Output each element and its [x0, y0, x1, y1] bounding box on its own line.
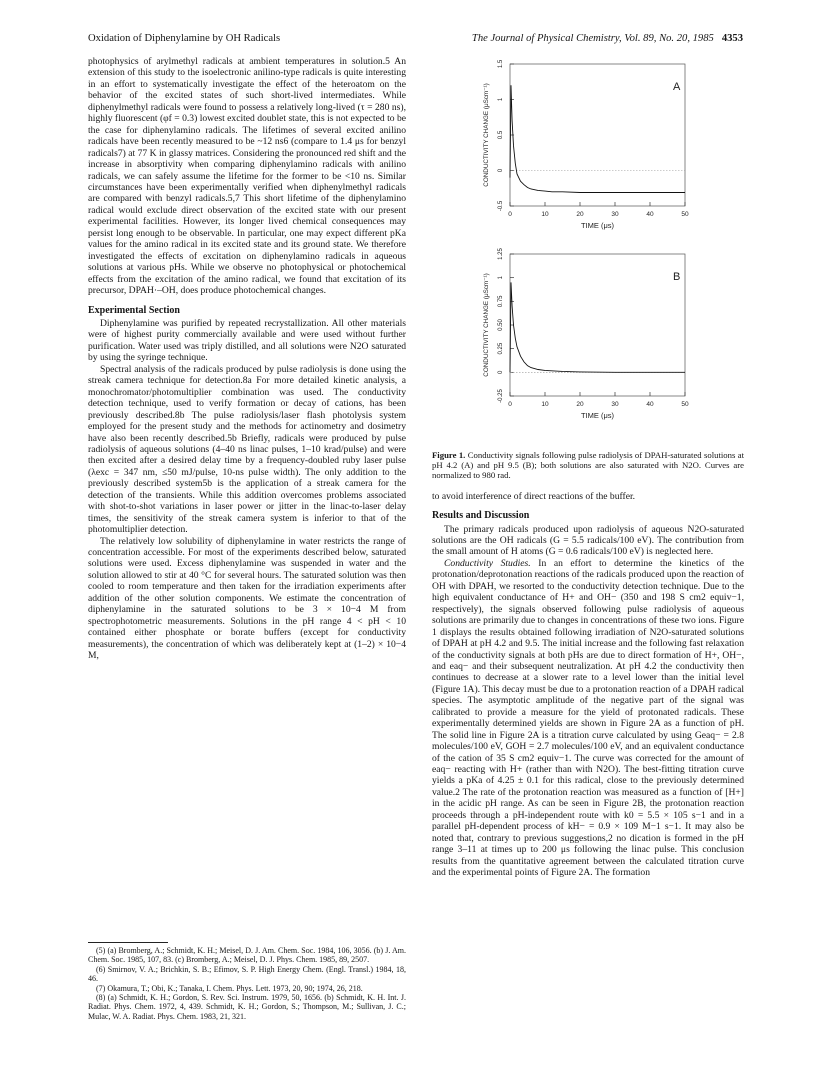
figure-caption — [432, 450, 744, 481]
experimental-heading: Experimental Section — [88, 304, 180, 316]
footnote-6: (6) Smirnov, V. A.; Brichkin, S. B.; Efimov, S. P. High Energy Chem. (Engl. Transl.) 1984, 18, 46. — [88, 964, 406, 984]
results-heading: Results and Discussion — [432, 510, 530, 522]
panel-a-y-tick-label: 1 — [498, 97, 504, 102]
panel-a-x-tick-label: 40 — [646, 211, 654, 218]
journal-citation — [472, 33, 743, 44]
panel-b-signal-line — [510, 282, 685, 372]
experimental-paragraph-3: The relatively low solubility of diphenylamine in water restricts the range of concentration accessible. For most of the experiments described below, saturated solutions were used. Excess diphenylamine was suspended in water and the solution allowed to stir at 40 °C for several hours. The saturated solution was then cooled to room temperature and then taken for the irradiation experiments after addition of the other solution components. We estimate the concentration of diphenylamine in the saturated solutions to be 3 × 10−4 M from spectrophotometric measurements. Solutions in the pH range 4 < pH < 10 contained either phosphate or borate buffers (except for conductivity measurements), the concentration of which was deliberately kept at (1–2) × 10−4 M, — [88, 535, 406, 662]
panel-b-y-tick-label: -0.25 — [498, 389, 504, 403]
panel-a-y-tick-label: -0.5 — [498, 200, 504, 212]
footnote-8: (8) (a) Schmidt, K. H.; Gordon, S. Rev. Sci. Instrum. 1979, 50, 1656. (b) Schmidt, K. H. Int. J. Radiat. Phys. Chem. 1972, 4, 439. Schmidt, K. H.; Gordon, S.; Thompson, M.; Sullivan, J. C.; Mulac, W. A. Radiat. Phys. Chem. 1983, 21, 321. — [88, 993, 406, 1021]
panel-b-y-tick-label: 0 — [498, 370, 504, 375]
running-title: Oxidation of Diphenylamine by OH Radicals — [88, 33, 281, 44]
figure-1-plots — [432, 56, 744, 446]
panel-a-x-tick-label: 0 — [508, 211, 512, 218]
experimental-paragraph-1: Diphenylamine was purified by repeated recrystallization. All other materials were of highest purity commercially available and were used without further purification. Water used was triply distilled, and all solutions were N2O saturated by using the syringe technique. — [88, 317, 406, 364]
conductivity-subheading: Conductivity Studies. — [444, 557, 531, 569]
panel-b-x-tick-label: 40 — [646, 401, 654, 408]
panel-a-y-tick-label: 0 — [498, 168, 504, 173]
panel-b-y-tick-label: 0.50 — [498, 319, 504, 331]
panel-b-y-tick-label: 1.25 — [498, 248, 504, 260]
panel-a-x-tick-label: 10 — [541, 211, 549, 218]
running-header — [88, 33, 743, 49]
panel-a-y-axis-label: CONDUCTIVITY CHANGE (μScm⁻¹) — [483, 83, 490, 187]
panel-a-frame — [510, 64, 685, 206]
panel-b-x-tick-label: 0 — [508, 401, 512, 408]
panel-a-x-tick-label: 20 — [576, 211, 584, 218]
panel-b-label: B — [673, 271, 681, 283]
results-paragraph-1: The primary radicals produced upon radiolysis of aqueous N2O-saturated solutions are the OH radicals (G = 5.5 radicals/100 eV). The contribution from the small amount of H atoms (G = 0.6 radicals/100 eV) is neglected here. — [432, 523, 744, 558]
conductivity-text: In an effort to determine the kinetics of the protonation/deprotonation reactions of the radicals produced upon the reaction of OH with DPAH, we resorted to the conductivity detection technique. Due to the high equivalent conductance of H+ and OH− (350 and 198 S cm2 equiv−1, respectively), the signals observed following pulse radiolysis of aqueous solutions are primarily due to changes in concentrations of these two ions. Figure 1 displays the results obtained following irradiation of N2O-saturated solutions of DPAH at pH 4.2 and 9.5. The initial increase and the following fast relaxation of the conductivity signals at both pHs are due to direct formation of H+, OH−, and eaq− and their subsequent neutralization. At pH 4.2 the conductivity then continues to decrease at a slower rate to a level lower than the initial level (Figure 1A). This decay must be due to a protonation reaction of a DPAH radical species. The asymptotic amplitude of the negative part of the signal was calibrated to provide a measure for the yield of protonated radicals. These experimentally determined yields are shown in Figure 2A as a function of pH. The solid line in Figure 2A is a titration curve calculated by using Geaq− = 2.8 molecules/100 eV, GOH = 2.7 molecules/100 eV, and an equivalent conductance of the cation of 35 S cm2 equiv−1. The curve was corrected for the amount of eaq− reacting with H+ (rather than with N2O). The best-fitting titration curve yields a pKa of 4.25 ± 0.1 for this radical, close to the previously determined value.2 The rate of the protonation reaction was measured as a function of [H+] in the acidic pH range. As can be seen in Figure 2B, the protonation reaction proceeds through a pH-independent route with k0 = 5.5 × 105 s−1 and in a parallel pH-dependent process of kH− = 0.9 × 109 M−1 s−1. It may also be noted that, contrary to previous suggestions,2 no dication is formed in the pH range 3–11 at times up to 200 μs following the linac pulse. This conclusion results from the quantitative agreement between the calculated titration curve and the experimental points of Figure 2A. The formation — [432, 557, 744, 879]
panel-b-y-tick-label: 0.25 — [498, 342, 504, 355]
footnotes — [88, 942, 406, 1021]
panel-b-y-tick-label: 1 — [498, 275, 504, 280]
results-paragraph-2 — [432, 558, 744, 879]
footnote-rule — [88, 942, 168, 943]
panel-b-x-tick-label: 50 — [681, 401, 689, 408]
panel-a-x-tick-label: 30 — [611, 211, 619, 218]
panel-a-x-tick-label: 50 — [681, 211, 689, 218]
caption-text: Conductivity signals following pulse radiolysis of DPAH-saturated solutions at pH 4.2 (A) and pH 9.5 (B); both solutions are also saturated with N2O. Curves are normalized to 980 rad. — [432, 450, 745, 481]
footnote-7: (7) Okamura, T.; Obi, K.; Tanaka, I. Chem. Phys. Lett. 1973, 20, 90; 1974, 26, 218. — [96, 983, 363, 993]
figure-1 — [432, 56, 744, 446]
panel-b-x-tick-label: 20 — [576, 401, 584, 408]
panel-a-y-tick-label: 0.5 — [498, 130, 504, 140]
panel-b-y-axis-label: CONDUCTIVITY CHANGE (μScm⁻¹) — [483, 273, 490, 377]
panel-b-frame — [510, 254, 685, 396]
intro-paragraph: photophysics of arylmethyl radicals at ambient temperatures in solution.5 An extension of this study to the isoelectronic anilino-type radicals is quite interesting in an effort to systematically investigate the effect of the heteroatom on the behavior of the excited states of such short-lived intermediates. While diphenylmethyl radicals were found to possess a relatively long-lived (τ = 280 ns), highly fluorescent (φf = 0.3) lowest excited doublet state, this is not expected to be the case for diphenylamino radicals. The lifetimes of several excited anilino radicals have been recently measured to be ~12 ns6 (compare to 1.4 μs for benzyl radicals7) at 77 K in glassy matrices. Considering the pronounced red shift and the increase in absorptivity when comparing diphenylamino radicals with anilino radicals, we can safely assume the lifetime for the former to be <10 ns. Similar circumstances have been experimentally verified when diphenylmethyl radicals are compared with benzyl radicals.5,7 This short lifetime of the diphenylamino radical would exclude direct observation of the excited state with our present experimental facilities. However, its longer lived chemical consequences may persist long enough to be observable. In particular, one may expect different pKa values for the amino radical in its excited state and its ground state. We therefore investigated the effects of excitation on diphenylamino radicals in aqueous solutions at various pHs. While we observe no photophysical or photochemical effects from the excitation of the amino radical, we found that excitation of its precursor, DPAH·–OH, does produce photochemical changes. — [88, 56, 406, 297]
panel-a-y-tick-label: 1.5 — [498, 59, 504, 69]
journal-name: The Journal of Physical Chemistry, Vol. 89, No. 20, 1985 — [471, 33, 714, 44]
panel-a-x-axis-label: TIME (μs) — [580, 221, 615, 230]
panel-a-signal-line — [510, 85, 685, 192]
buffer-paragraph: to avoid interference of direct reactions of the buffer. — [432, 490, 636, 502]
panel-b-x-tick-label: 30 — [611, 401, 619, 408]
right-column — [432, 56, 744, 879]
page-number: 4353 — [721, 33, 743, 44]
experimental-paragraph-2: Spectral analysis of the radicals produced by pulse radiolysis is done using the streak camera technique for detection.8a For more detailed kinetic analysis, a monochromator/photomultiplier combination was used. The conductivity detection technique, used to verify formation or decay of cations, has been previously described.8b The pulse radiolysis/laser flash photolysis system employed for the present study and the methods for actinometry and dosimetry have also been recently described.5b Briefly, radicals were produced by pulse radiolysis of aqueous solutions (4–40 ns linac pulses, 1–10 krad/pulse) and were then excited after a desired delay time by a frequency-doubled ruby laser pulse (λexc = 347 nm, ≤50 mJ/pulse, 10-ns pulse width). The only addition to the previously described system5b is the application of a streak camera for the detection of the transients. While this addition overcomes problems associated with shot-to-shot variations in laser power or jitter in the linac-to-laser delay times, the sensitivity of the streak camera system is inferior to that of the photomultiplier detection. — [88, 363, 406, 536]
panel-b-x-axis-label: TIME (μs) — [580, 411, 615, 420]
left-column — [88, 56, 406, 662]
caption-label: Figure 1. — [432, 450, 466, 460]
panel-b-y-tick-label: 0.75 — [498, 295, 504, 308]
panel-b-x-tick-label: 10 — [541, 401, 549, 408]
panel-a-label: A — [673, 81, 681, 93]
footnote-5: (5) (a) Bromberg, A.; Schmidt, K. H.; Meisel, D. J. Am. Chem. Soc. 1984, 106, 3056. (b) J. Am. Chem. Soc. 1985, 107, 83. (c) Bromberg, A.; Meisel, D. J. Phys. Chem. 1985, 89, 2507. — [88, 946, 406, 965]
